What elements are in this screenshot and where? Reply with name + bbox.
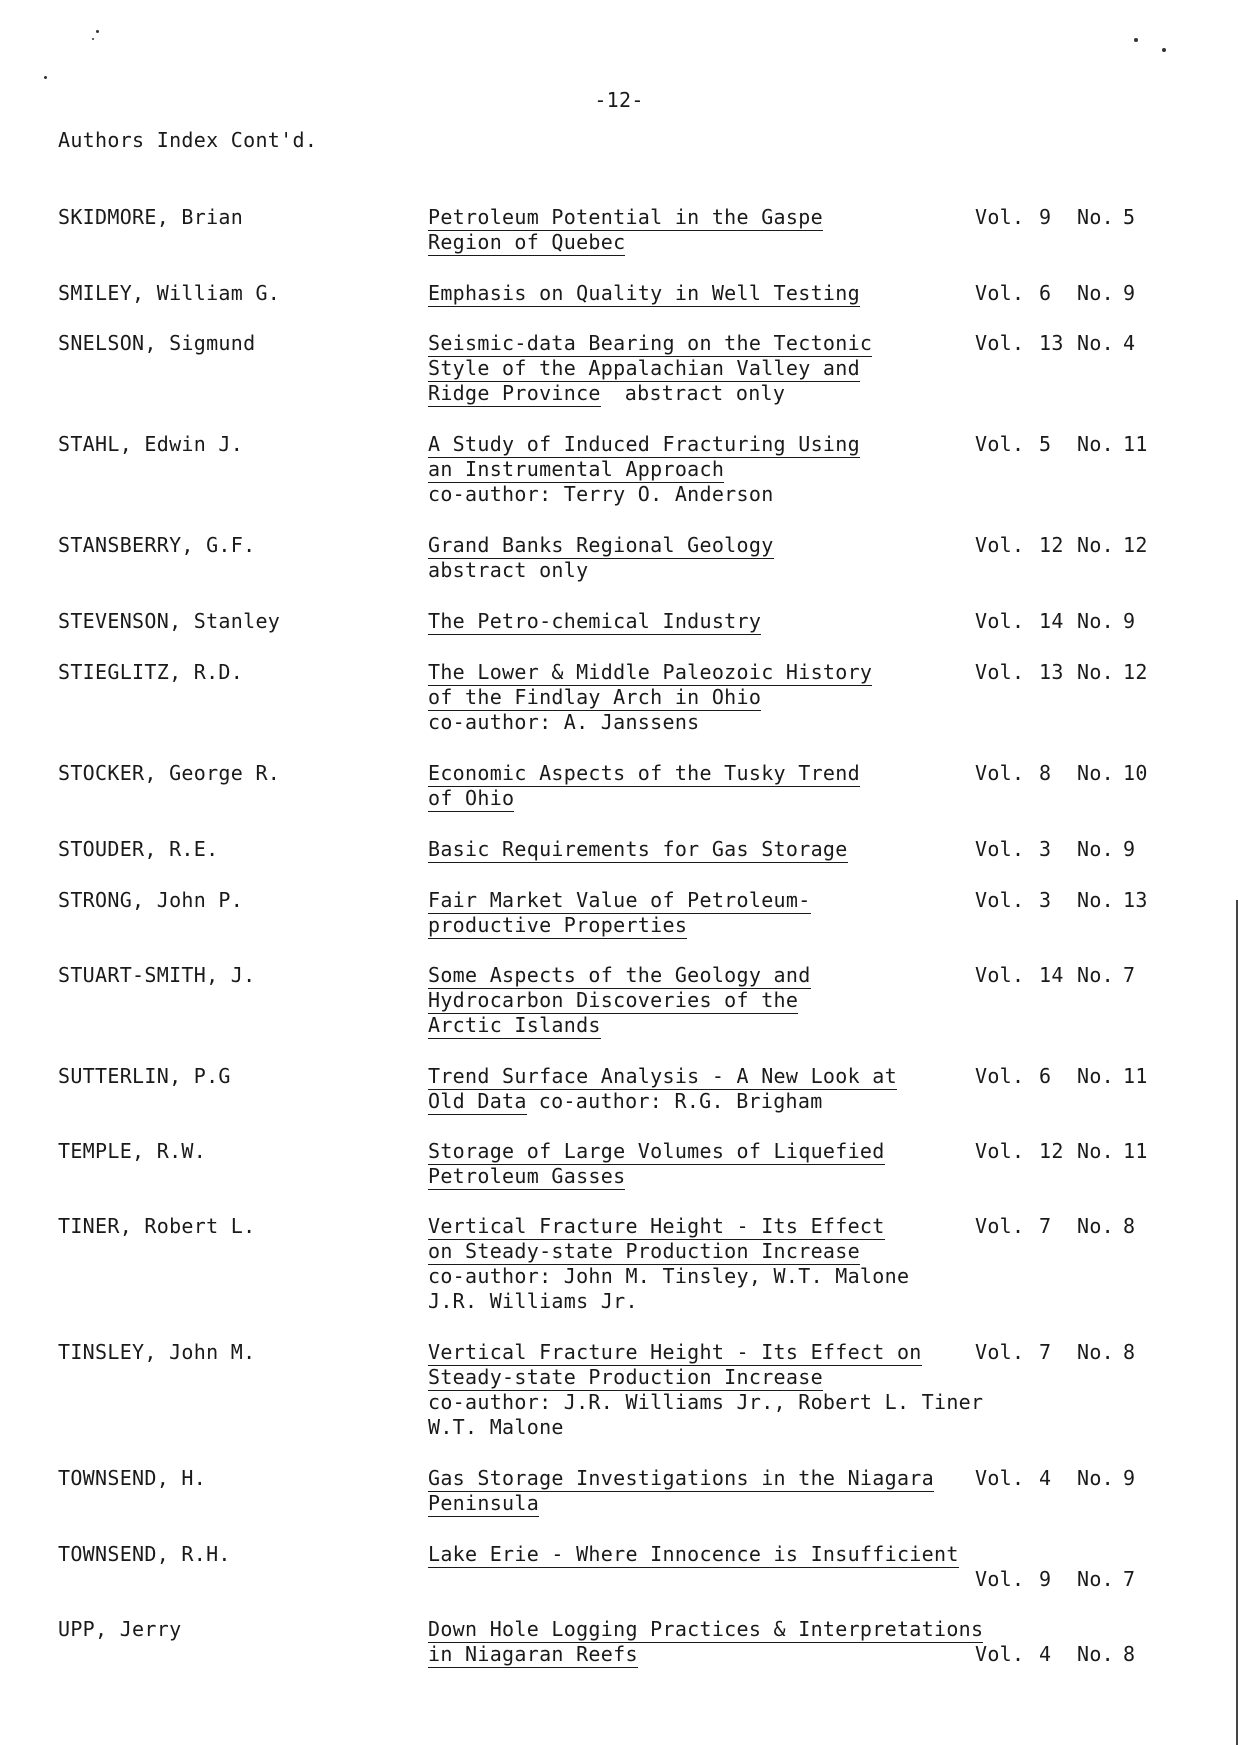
title-line xyxy=(428,1542,1018,1567)
volume-label: Vol. xyxy=(975,1466,1025,1490)
scan-speck xyxy=(1162,48,1166,52)
author-name: STANSBERRY, G.F. xyxy=(58,533,256,557)
title-line xyxy=(428,1617,1018,1642)
issue-value: 7 xyxy=(1123,963,1136,987)
scan-speck xyxy=(1134,38,1138,42)
issue-label: No. xyxy=(1077,533,1115,557)
author-name: TOWNSEND, H. xyxy=(58,1466,207,1490)
article-title-text: Petroleum Potential in the Gaspe xyxy=(428,205,823,229)
author-name: STEVENSON, Stanley xyxy=(58,609,281,633)
article-title-text: Trend Surface Analysis - A New Look at xyxy=(428,1064,897,1088)
title-line xyxy=(428,432,1018,457)
article-title-text: Style of the Appalachian Valley and xyxy=(428,356,860,380)
article-citation xyxy=(428,1466,1018,1516)
article-title-text: Basic Requirements for Gas Storage xyxy=(428,837,848,861)
issue-value: 9 xyxy=(1123,281,1136,305)
scan-speck xyxy=(92,38,94,40)
title-line xyxy=(428,1340,1018,1365)
volume-value: 9 xyxy=(1039,205,1052,229)
issue-label: No. xyxy=(1077,609,1115,633)
title-line xyxy=(428,609,1018,634)
title-line xyxy=(428,913,1018,938)
volume-label: Vol. xyxy=(975,963,1025,987)
article-citation xyxy=(428,660,1018,735)
volume-value: 3 xyxy=(1039,837,1052,861)
article-citation xyxy=(428,963,1018,1038)
author-name: SNELSON, Sigmund xyxy=(58,331,256,355)
issue-value: 13 xyxy=(1123,888,1148,912)
volume-number xyxy=(975,963,1135,988)
title-line xyxy=(428,1139,1018,1164)
title-line xyxy=(428,457,1018,482)
volume-label: Vol. xyxy=(975,1642,1025,1666)
issue-label: No. xyxy=(1077,1340,1115,1364)
title-line xyxy=(428,1164,1018,1189)
article-title-text: Down Hole Logging Practices & Interpretations xyxy=(428,1617,984,1641)
issue-value: 8 xyxy=(1123,1340,1136,1364)
article-citation xyxy=(428,1542,1018,1567)
volume-value: 6 xyxy=(1039,281,1052,305)
volume-value: 4 xyxy=(1039,1642,1052,1666)
article-title-text: Hydrocarbon Discoveries of the xyxy=(428,988,799,1012)
issue-value: 10 xyxy=(1123,761,1148,785)
issue-label: No. xyxy=(1077,963,1115,987)
issue-label: No. xyxy=(1077,761,1115,785)
issue-value: 8 xyxy=(1123,1214,1136,1238)
volume-value: 8 xyxy=(1039,761,1052,785)
issue-value: 12 xyxy=(1123,533,1148,557)
volume-number xyxy=(975,1214,1135,1239)
author-name: SMILEY, William G. xyxy=(58,281,281,305)
citation-note: co-author: A. Janssens xyxy=(428,710,700,734)
issue-label: No. xyxy=(1077,660,1115,684)
author-name: TINSLEY, John M. xyxy=(58,1340,256,1364)
article-title-text: of Ohio xyxy=(428,786,515,810)
volume-number xyxy=(975,331,1135,356)
issue-label: No. xyxy=(1077,331,1115,355)
volume-value: 7 xyxy=(1039,1214,1052,1238)
citation-note: co-author: J.R. Williams Jr., Robert L. Tiner xyxy=(428,1390,984,1414)
issue-value: 8 xyxy=(1123,1642,1136,1666)
title-line xyxy=(428,786,1018,811)
article-title-text: Region of Quebec xyxy=(428,230,626,254)
citation-note: abstract only xyxy=(428,558,589,582)
volume-number xyxy=(975,761,1148,786)
article-title-text: of the Findlay Arch in Ohio xyxy=(428,685,762,709)
article-title-text: in Niagaran Reefs xyxy=(428,1642,638,1666)
citation-note: W.T. Malone xyxy=(428,1415,564,1439)
issue-label: No. xyxy=(1077,1642,1115,1666)
title-line xyxy=(428,1642,1018,1667)
author-name: SKIDMORE, Brian xyxy=(58,205,244,229)
issue-value: 5 xyxy=(1123,205,1136,229)
title-line xyxy=(428,660,1018,685)
article-citation xyxy=(428,1617,1018,1667)
article-title-text: Peninsula xyxy=(428,1491,540,1515)
scan-speck xyxy=(44,76,47,79)
issue-value: 9 xyxy=(1123,609,1136,633)
article-title-text: Vertical Fracture Height - Its Effect xyxy=(428,1214,885,1238)
volume-number xyxy=(975,432,1148,457)
volume-number xyxy=(975,1466,1135,1491)
issue-label: No. xyxy=(1077,1064,1115,1088)
volume-value: 13 xyxy=(1039,331,1064,355)
article-citation xyxy=(428,281,1018,306)
title-line xyxy=(428,1239,1018,1264)
article-citation xyxy=(428,205,1018,255)
author-name: STOUDER, R.E. xyxy=(58,837,219,861)
issue-value: 11 xyxy=(1123,1064,1148,1088)
volume-label: Vol. xyxy=(975,205,1025,229)
citation-note: J.R. Williams Jr. xyxy=(428,1289,638,1313)
volume-value: 4 xyxy=(1039,1466,1052,1490)
volume-value: 12 xyxy=(1039,1139,1064,1163)
volume-value: 13 xyxy=(1039,660,1064,684)
title-line xyxy=(428,1466,1018,1491)
title-line xyxy=(428,1365,1018,1390)
volume-value: 5 xyxy=(1039,432,1052,456)
issue-label: No. xyxy=(1077,281,1115,305)
title-line xyxy=(428,356,1018,381)
volume-number xyxy=(975,1064,1148,1089)
volume-number xyxy=(975,1567,1135,1592)
volume-label: Vol. xyxy=(975,533,1025,557)
volume-number xyxy=(975,1642,1135,1667)
author-name: STOCKER, George R. xyxy=(58,761,281,785)
author-name: TINER, Robert L. xyxy=(58,1214,256,1238)
volume-number xyxy=(975,660,1148,685)
article-title-text: Some Aspects of the Geology and xyxy=(428,963,811,987)
issue-label: No. xyxy=(1077,837,1115,861)
volume-label: Vol. xyxy=(975,281,1025,305)
volume-number xyxy=(975,1340,1135,1365)
volume-label: Vol. xyxy=(975,1064,1025,1088)
author-name: STUART-SMITH, J. xyxy=(58,963,256,987)
article-title-text: on Steady-state Production Increase xyxy=(428,1239,860,1263)
volume-number xyxy=(975,1139,1148,1164)
volume-label: Vol. xyxy=(975,837,1025,861)
issue-label: No. xyxy=(1077,432,1115,456)
article-citation xyxy=(428,533,1018,583)
volume-number xyxy=(975,281,1135,306)
issue-value: 12 xyxy=(1123,660,1148,684)
author-name: TEMPLE, R.W. xyxy=(58,1139,207,1163)
article-title-text: Gas Storage Investigations in the Niagara xyxy=(428,1466,934,1490)
article-title-text: Ridge Province xyxy=(428,381,601,405)
issue-label: No. xyxy=(1077,1214,1115,1238)
volume-value: 14 xyxy=(1039,609,1064,633)
author-name: STAHL, Edwin J. xyxy=(58,432,244,456)
citation-note: co-author: Terry O. Anderson xyxy=(428,482,774,506)
volume-value: 12 xyxy=(1039,533,1064,557)
volume-number xyxy=(975,888,1148,913)
article-title-text: Fair Market Value of Petroleum- xyxy=(428,888,811,912)
title-line xyxy=(428,205,1018,230)
volume-label: Vol. xyxy=(975,432,1025,456)
volume-value: 3 xyxy=(1039,888,1052,912)
issue-value: 11 xyxy=(1123,432,1148,456)
volume-label: Vol. xyxy=(975,1567,1025,1591)
volume-value: 7 xyxy=(1039,1340,1052,1364)
title-line xyxy=(428,837,1018,862)
article-citation xyxy=(428,888,1018,938)
title-line xyxy=(428,281,1018,306)
volume-number xyxy=(975,533,1148,558)
volume-value: 6 xyxy=(1039,1064,1052,1088)
page-number: -12- xyxy=(594,88,644,112)
volume-number xyxy=(975,609,1135,634)
title-line xyxy=(428,888,1018,913)
volume-label: Vol. xyxy=(975,1340,1025,1364)
article-title-text: Grand Banks Regional Geology xyxy=(428,533,774,557)
article-title-text: A Study of Induced Fracturing Using xyxy=(428,432,860,456)
volume-label: Vol. xyxy=(975,1214,1025,1238)
volume-label: Vol. xyxy=(975,888,1025,912)
article-title-text: Storage of Large Volumes of Liquefied xyxy=(428,1139,885,1163)
author-name: TOWNSEND, R.H. xyxy=(58,1542,231,1566)
article-citation xyxy=(428,761,1018,811)
article-citation xyxy=(428,1064,1018,1114)
article-title-text: The Lower & Middle Paleozoic History xyxy=(428,660,873,684)
scan-speck xyxy=(96,30,99,33)
article-citation xyxy=(428,1139,1018,1189)
title-line xyxy=(428,963,1018,988)
article-title-text: Arctic Islands xyxy=(428,1013,601,1037)
article-title-text: an Instrumental Approach xyxy=(428,457,725,481)
article-title-text: Lake Erie - Where Innocence is Insufficient xyxy=(428,1542,959,1566)
author-name: SUTTERLIN, P.G xyxy=(58,1064,231,1088)
volume-label: Vol. xyxy=(975,609,1025,633)
issue-value: 4 xyxy=(1123,331,1136,355)
issue-label: No. xyxy=(1077,1139,1115,1163)
title-line xyxy=(428,381,1018,406)
issue-value: 9 xyxy=(1123,837,1136,861)
volume-number xyxy=(975,205,1135,230)
title-line xyxy=(428,1064,1018,1089)
issue-value: 9 xyxy=(1123,1466,1136,1490)
title-line xyxy=(428,761,1018,786)
issue-label: No. xyxy=(1077,1567,1115,1591)
article-title-text: Petroleum Gasses xyxy=(428,1164,626,1188)
article-citation xyxy=(428,432,1018,507)
volume-value: 9 xyxy=(1039,1567,1052,1591)
volume-label: Vol. xyxy=(975,1139,1025,1163)
volume-number xyxy=(975,837,1135,862)
issue-label: No. xyxy=(1077,205,1115,229)
article-title-text: Old Data xyxy=(428,1089,527,1113)
section-heading: Authors Index Cont'd. xyxy=(58,128,318,152)
article-citation xyxy=(428,609,1018,634)
author-name: STRONG, John P. xyxy=(58,888,244,912)
author-name: STIEGLITZ, R.D. xyxy=(58,660,244,684)
title-line xyxy=(428,331,1018,356)
title-line xyxy=(428,230,1018,255)
article-title-text: Seismic-data Bearing on the Tectonic xyxy=(428,331,873,355)
volume-value: 14 xyxy=(1039,963,1064,987)
volume-label: Vol. xyxy=(975,761,1025,785)
article-title-text: Economic Aspects of the Tusky Trend xyxy=(428,761,860,785)
title-line xyxy=(428,1491,1018,1516)
article-citation xyxy=(428,1340,1018,1440)
title-line xyxy=(428,685,1018,710)
issue-label: No. xyxy=(1077,888,1115,912)
article-citation xyxy=(428,837,1018,862)
inline-note: co-author: R.G. Brigham xyxy=(538,1089,823,1113)
citation-note: co-author: John M. Tinsley, W.T. Malone xyxy=(428,1264,910,1288)
article-title-text: productive Properties xyxy=(428,913,688,937)
article-title-text: Steady-state Production Increase xyxy=(428,1365,823,1389)
inline-note: abstract only xyxy=(624,381,786,405)
article-title-text: Vertical Fracture Height - Its Effect on xyxy=(428,1340,922,1364)
title-line xyxy=(428,1214,1018,1239)
article-title-text: The Petro-chemical Industry xyxy=(428,609,762,633)
article-title-text: Emphasis on Quality in Well Testing xyxy=(428,281,860,305)
title-line xyxy=(428,1089,1018,1114)
title-line xyxy=(428,1013,1018,1038)
issue-value: 11 xyxy=(1123,1139,1148,1163)
issue-value: 7 xyxy=(1123,1567,1136,1591)
volume-label: Vol. xyxy=(975,660,1025,684)
article-citation xyxy=(428,1214,1018,1314)
title-line xyxy=(428,988,1018,1013)
title-line xyxy=(428,533,1018,558)
article-citation xyxy=(428,331,1018,406)
author-name: UPP, Jerry xyxy=(58,1617,182,1641)
volume-label: Vol. xyxy=(975,331,1025,355)
issue-label: No. xyxy=(1077,1466,1115,1490)
